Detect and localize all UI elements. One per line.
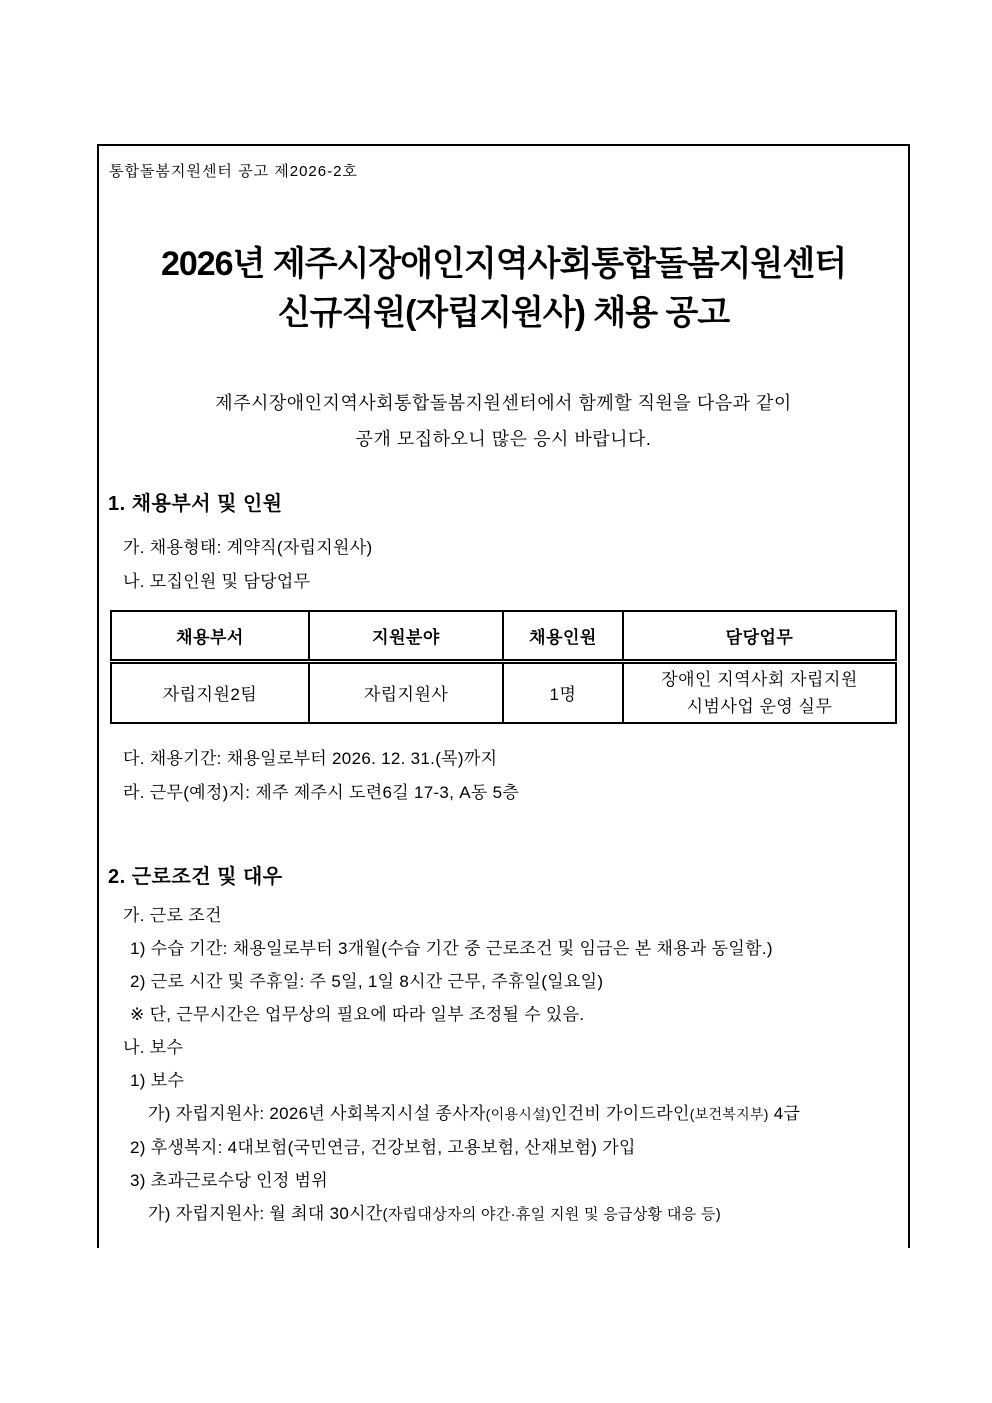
document-title — [99, 240, 908, 338]
section1-item-headcount-duty: 나. 모집인원 및 담당업무 — [123, 572, 311, 591]
table-header-dept: 채용부서 — [111, 611, 309, 661]
table-cell-duty-line1: 장애인 지역사회 자립지원 — [661, 669, 858, 689]
pay-guideline-small1: (이용시설) — [485, 1106, 551, 1122]
section-working-conditions — [99, 865, 908, 1231]
section2-item-workhours: 2) 근로 시간 및 주휴일: 주 5일, 1일 8시간 근무, 주휴일(일요일) — [130, 972, 604, 991]
table-cell-duty-line2: 시범사업 운영 실무 — [686, 696, 833, 716]
section2-items — [99, 899, 908, 1231]
intro-line2: 공개 모집하오니 많은 응시 바랍니다. — [355, 429, 652, 449]
pay-guideline-part2: 인건비 가이드라인 — [550, 1104, 690, 1123]
pay-guideline-part3: 4급 — [768, 1104, 801, 1123]
section2-item-pay-sub: 1) 보수 — [130, 1071, 185, 1090]
table-cell-dept: 자립지원2팀 — [111, 661, 309, 723]
recruitment-table-body — [111, 661, 896, 723]
table-header-row — [111, 611, 896, 661]
section1-item-workplace: 라. 근무(예정)지: 제주 제주시 도련6길 17-3, A동 5층 — [123, 783, 520, 802]
notice-number: 통합돌봄지원센터 공고 제2026-2호 — [109, 163, 358, 180]
section1-heading: 1. 채용부서 및 인원 — [108, 493, 283, 515]
table-header-duty: 담당업무 — [623, 611, 896, 661]
section2-heading: 2. 근로조건 및 대우 — [108, 866, 283, 888]
section2-item-probation: 1) 수습 기간: 채용일로부터 3개월(수습 기간 중 근로조건 및 임금은 본 채용과 동일함.) — [130, 939, 773, 958]
page-border-frame — [97, 144, 910, 1248]
section2-item-overtime-scope: 3) 초과근로수당 인정 범위 — [130, 1171, 329, 1190]
intro-line1: 제주시장애인지역사회통합돌봄지원센터에서 함께할 직원을 다음과 같이 — [215, 393, 792, 413]
pay-guideline-part1: 가) 자립지원사: 2026년 사회복지시설 종사자 — [148, 1104, 486, 1123]
intro-paragraph — [99, 385, 908, 457]
pay-guideline-small2: (보건복지부) — [689, 1106, 769, 1122]
section1-items — [99, 531, 908, 599]
overtime-paren: (자립대상자의 야간·휴일 지원 및 응급상황 대응 등) — [382, 1206, 722, 1223]
section2-pay-guideline-line — [148, 1097, 908, 1131]
table-cell-duty — [623, 661, 896, 723]
section1-items-after-table — [99, 742, 908, 810]
overtime-part1: 가) 자립지원사: 월 최대 30시간 — [148, 1204, 383, 1223]
section2-item-pay: 나. 보수 — [123, 1038, 184, 1057]
document-title-line1: 2026년 제주시장애인지역사회통합돌봄지원센터 — [160, 245, 847, 283]
section2-item-conditions: 가. 근로 조건 — [123, 906, 222, 925]
section2-item-welfare: 2) 후생복지: 4대보험(국민연금, 건강보험, 고용보험, 산재보험) 가입 — [130, 1138, 636, 1157]
recruitment-table-header — [111, 611, 896, 661]
table-header-field: 지원분야 — [309, 611, 503, 661]
section-recruitment-dept — [99, 492, 908, 810]
section1-item-employment-type: 가. 채용형태: 계약직(자립지원사) — [123, 538, 373, 557]
document-title-line2: 신규직원(자립지원사) 채용 공고 — [277, 294, 730, 332]
table-header-count: 채용인원 — [503, 611, 623, 661]
table-cell-field: 자립지원사 — [309, 661, 503, 723]
section2-note-hours-adjustable: ※ 단, 근무시간은 업무상의 필요에 따라 일부 조정될 수 있음. — [130, 1005, 585, 1024]
section1-item-period: 다. 채용기간: 채용일로부터 2026. 12. 31.(목)까지 — [123, 749, 498, 768]
section2-overtime-line — [148, 1197, 908, 1231]
table-cell-count: 1명 — [503, 661, 623, 723]
table-row — [111, 661, 896, 723]
recruitment-table — [110, 610, 897, 724]
